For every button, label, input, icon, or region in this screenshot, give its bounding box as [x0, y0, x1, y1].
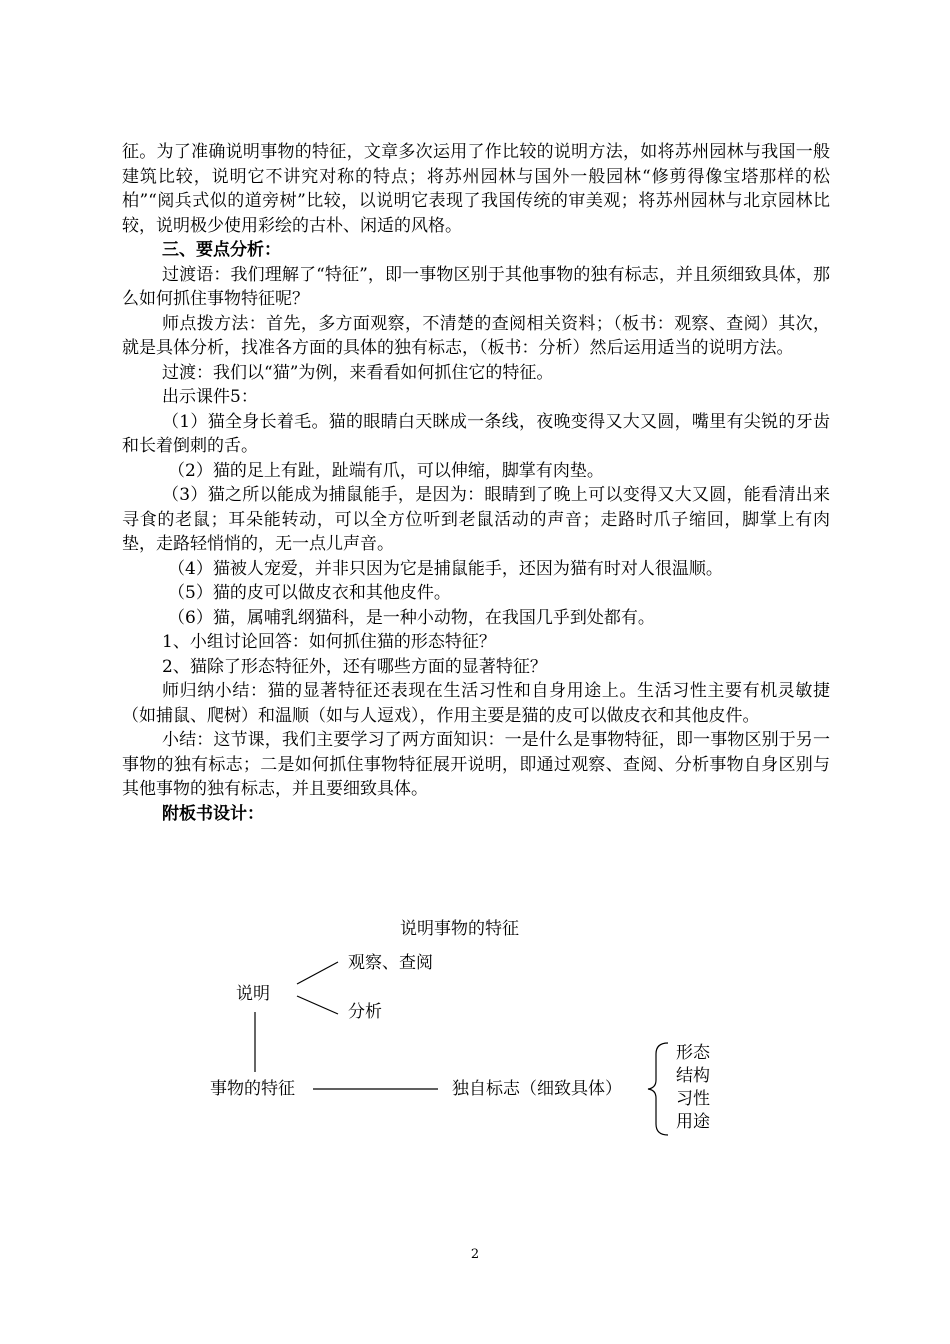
paragraph-courseware: 出示课件5：	[162, 387, 258, 407]
board-design-heading: 附板书设计：	[162, 803, 264, 824]
line-to-analyze	[297, 996, 338, 1014]
board-item-structure: 结构	[676, 1066, 710, 1086]
paragraph-cat-example: 过渡：我们以“猫”为例，来看看如何抓住它的特征。	[162, 362, 554, 383]
paragraph-teacher-summary: 师归纳小结：猫的显著特征还表现在生活习性和自身用途上。生活习性主要有机灵敏捷（如捕鼠、爬树）和温顺（如与人逗戏），作用主要是猫的皮可以做皮衣和其他皮件。	[122, 681, 830, 726]
board-title: 说明事物的特征	[400, 919, 519, 939]
list-item-6: （6）猫，属哺乳纲猫科，是一种小动物，在我国几乎到处都有。	[168, 607, 655, 628]
section-heading: 三、要点分析：	[162, 240, 281, 260]
board-feature-label: 事物的特征	[210, 1079, 295, 1099]
question-2: 2、猫除了形态特征外，还有哪些方面的显著特征？	[162, 656, 547, 677]
paragraph-method: 师点拨方法：首先，多方面观察，不清楚的查阅相关资料；（板书：观察、查阅）其次，就是具体分析，找准各方面的具体的独有标志，（板书：分析）然后运用适当的说明方法。	[122, 313, 830, 358]
board-item-use: 用途	[676, 1112, 710, 1132]
question-1: 1、小组讨论回答：如何抓住猫的形态特征？	[162, 632, 496, 652]
board-item-form: 形态	[676, 1043, 710, 1063]
list-item-5: （5）猫的皮可以做皮衣和其他皮件。	[168, 583, 451, 603]
board-explain-label: 说明	[236, 984, 270, 1004]
board-analyze-label: 分析	[348, 1002, 382, 1022]
list-item-3: （3）猫之所以能成为捕鼠能手，是因为：眼睛到了晚上可以变得又大又圆，能看清出来寻食的老鼠；耳朵能转动，可以全方位听到老鼠活动的声音；走路时爪子缩回，脚掌上有肉垫，走路轻悄悄的，无一点儿声音。	[122, 485, 830, 554]
board-item-habit: 习性	[676, 1089, 710, 1109]
board-marker-label: 独自标志（细致具体）	[452, 1079, 622, 1099]
board-observe-label: 观察、查阅	[348, 953, 433, 973]
list-item-1: （1）猫全身长着毛。猫的眼睛白天眯成一条线，夜晚变得又大又圆，嘴里有尖锐的牙齿和长着倒刺的舌。	[122, 411, 830, 456]
paragraph-transition: 过渡语：我们理解了“特征”，即一事物区别于其他事物的独有标志，并且须细致具体，那么如何抓住事物特征呢？	[122, 264, 830, 309]
page-number: 2	[470, 1247, 480, 1262]
curly-brace-icon	[648, 1043, 668, 1135]
line-to-observe	[297, 962, 338, 984]
list-item-2: （2）猫的足上有趾，趾端有爪，可以伸缩，脚掌有肉垫。	[168, 460, 604, 481]
paragraph-summary: 小结：这节课，我们主要学习了两方面知识：一是什么是事物特征，即一事物区别于另一事物的独有标志；二是如何抓住事物特征展开说明，即通过观察、查阅、分析事物自身区别与其他事物的独有标志，并且要细致具体。	[122, 730, 830, 799]
paragraph-comparison: 征。为了准确说明事物的特征，文章多次运用了作比较的说明方法，如将苏州园林与我国一般建筑比较，说明它不讲究对称的特点；将苏州园林与国外一般园林“修剪得像宝塔那样的松柏”“阅兵式似的道旁树”比较，以说明它表现了我国传统的审美观；将苏州园林与北京园林比较，说明极少使用彩绘的古朴、闲适的风格。	[122, 142, 830, 236]
list-item-4: （4）猫被人宠爱，并非只因为它是捕鼠能手，还因为猫有时对人很温顺。	[168, 558, 723, 579]
